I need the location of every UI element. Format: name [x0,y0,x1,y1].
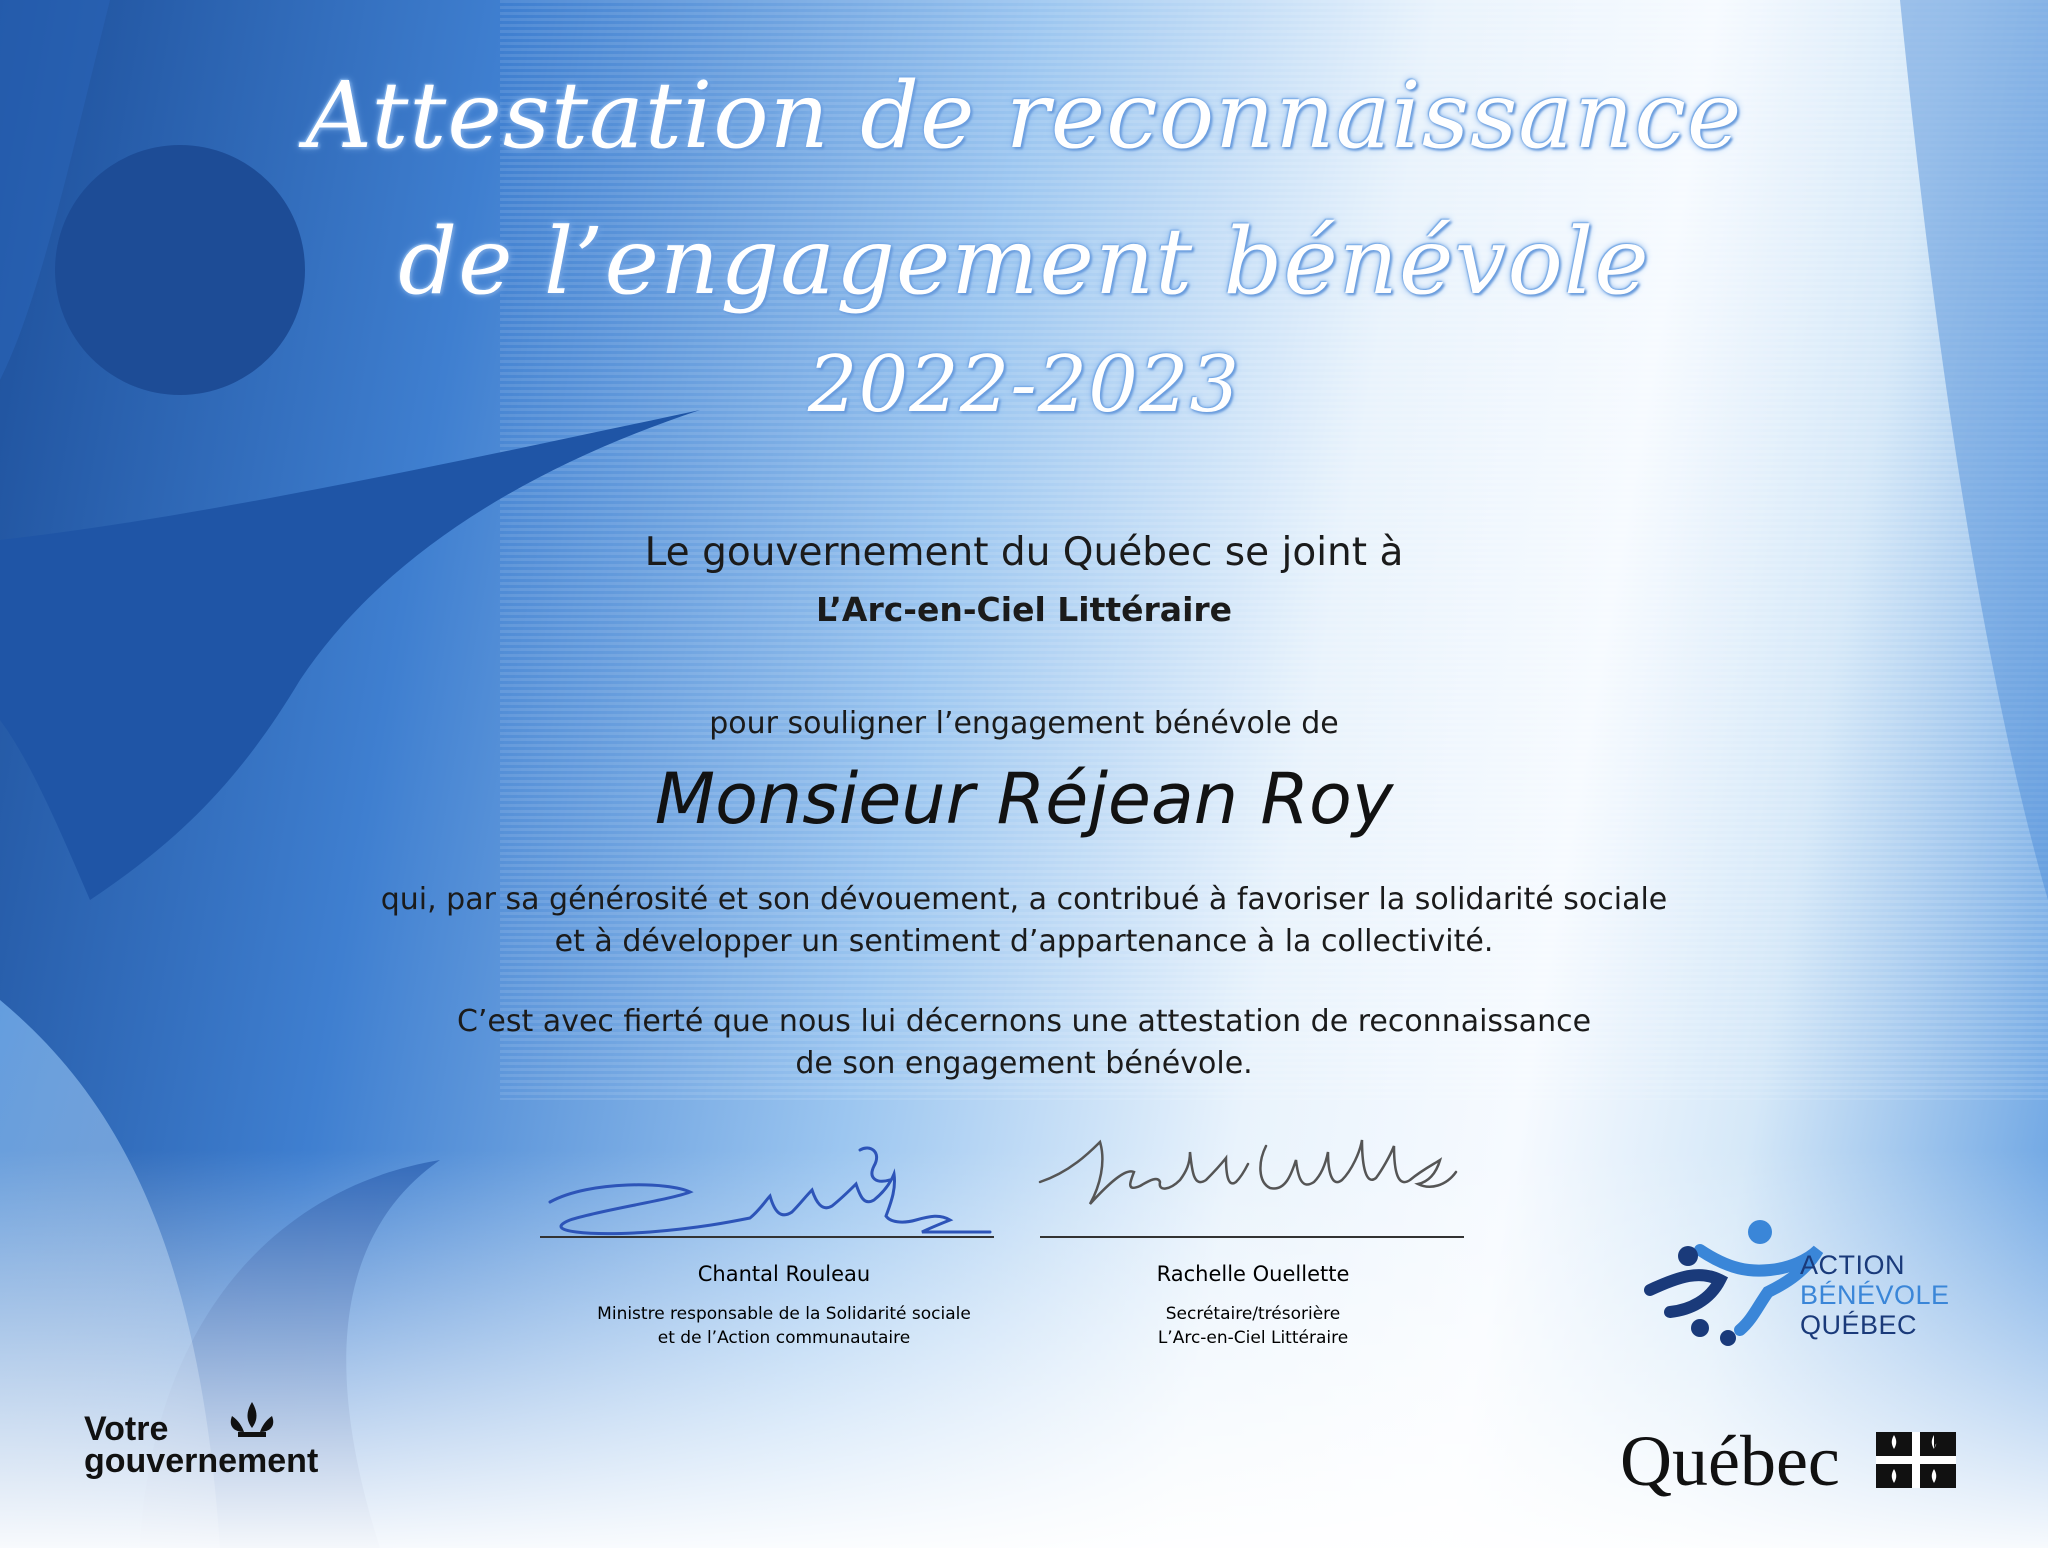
title-year: 2022-2023 [807,340,1241,430]
votre-gouvernement-line-1: Votre [84,1410,169,1448]
intro-text: Le gouvernement du Québec se joint à [644,530,1404,575]
votre-gouvernement-line-2: gouvernement [84,1442,319,1480]
signer-1-name: Chantal Rouleau [697,1262,871,1286]
signer-1-title-1: Ministre responsable de la Solidarité sociale [597,1304,971,1324]
abq-line-2: BÉNÉVOLE [1800,1280,1950,1310]
signature-1-line [540,1236,994,1238]
body-text-4: de son engagement bénévole. [795,1046,1253,1081]
body-text-1: qui, par sa générosité et son dévouement, a contribué à favoriser la solidarité sociale [380,882,1668,917]
abq-line-1: ACTION [1800,1250,1906,1280]
signer-2-name: Rachelle Ouellette [1156,1262,1350,1286]
signer-2-title-1: Secrétaire/trésorière [1165,1304,1341,1324]
title-line-2: de l’engagement bénévole [398,208,1650,315]
abq-line-3: QUÉBEC [1800,1310,1918,1340]
title-line-1: Attestation de reconnaissance [305,62,1743,169]
fleur-de-lys-icon [222,1398,282,1448]
signature-2-line [1040,1236,1464,1238]
purpose-text: pour souligner l’engagement bénévole de [709,706,1339,741]
body-text-3: C’est avec fierté que nous lui décernons une attestation de reconnaissance [456,1004,1592,1039]
action-benevole-wordmark [1800,1250,2000,1340]
body-text-2: et à développer un sentiment d’appartenance à la collectivité. [554,924,1494,959]
signature-1-graphic [530,1140,1000,1250]
signature-2-graphic [1030,1112,1470,1222]
signer-2-title-2: L’Arc-en-Ciel Littéraire [1157,1328,1349,1348]
recipient-name: Monsieur Réjean Roy [654,758,1394,840]
organization-name: L’Arc-en-Ciel Littéraire [815,590,1233,629]
quebec-flag-icon [1876,1432,1956,1488]
signer-1-title-2: et de l’Action communautaire [657,1328,911,1348]
quebec-wordmark: Québec [1620,1421,1840,1501]
